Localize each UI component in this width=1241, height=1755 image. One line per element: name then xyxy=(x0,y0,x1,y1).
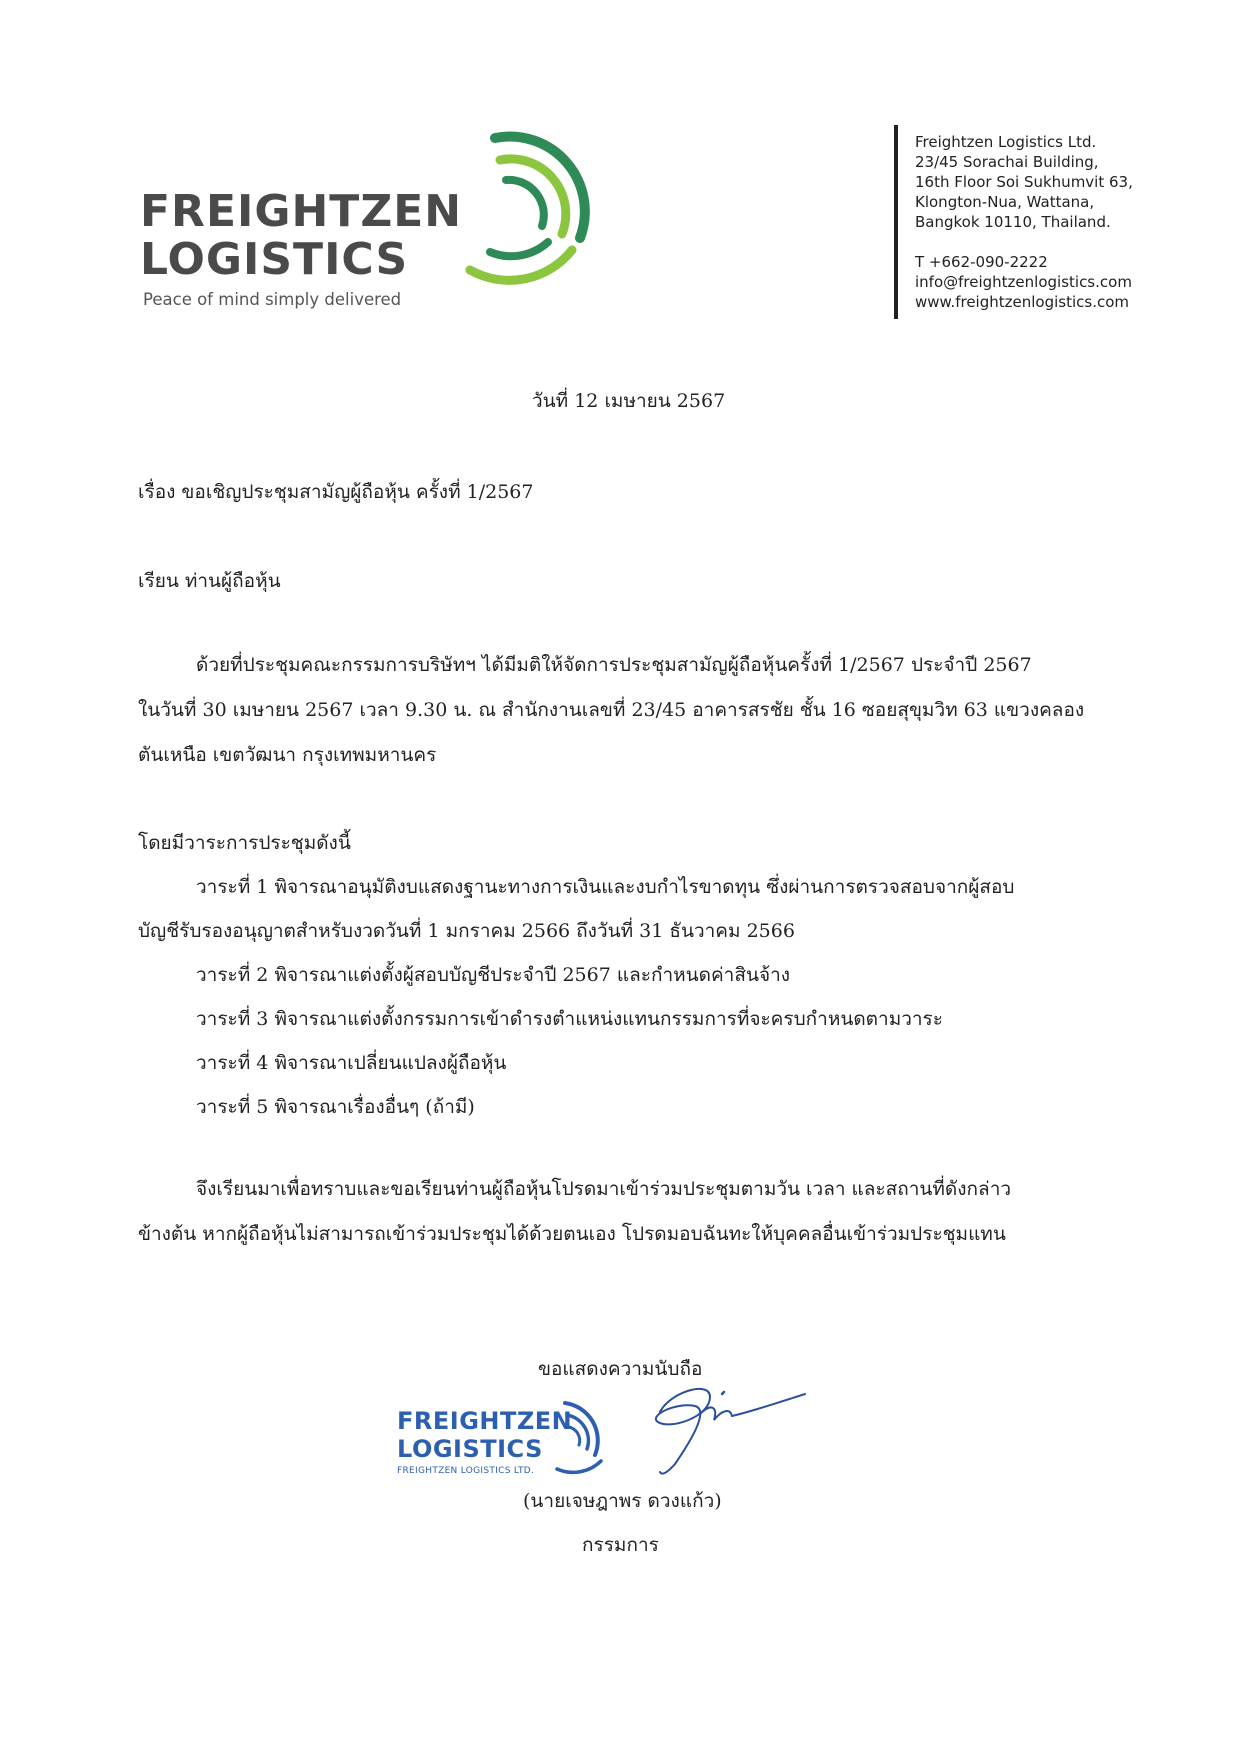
agenda-item: บัญชีรับรองอนุญาตสำหรับงวดวันที่ 1 มกราคม 2566 ถึงวันที่ 31 ธันวาคม 2566 xyxy=(138,920,795,942)
company-contacts xyxy=(915,252,1132,312)
paragraph-line: ข้างต้น หากผู้ถือหุ้นไม่สามารถเข้าร่วมประชุมได้ด้วยตนเอง โปรดมอบฉันทะให้บุคคลอื่นเข้าร่วมประชุมแทน xyxy=(138,1223,1006,1245)
agenda-item: วาระที่ 4 พิจารณาเปลี่ยนแปลงผู้ถือหุ้น xyxy=(196,1052,507,1074)
letterhead-divider xyxy=(894,125,898,319)
agenda-item: วาระที่ 1 พิจารณาอนุมัติงบแสดงฐานะทางการเงินและงบกำไรขาดทุน ซึ่งผ่านการตรวจสอบจากผู้สอบ xyxy=(196,876,1015,898)
address-line: Bangkok 10110, Thailand. xyxy=(915,213,1111,231)
address-line: Freightzen Logistics Ltd. xyxy=(915,133,1097,151)
stamp-arcs-icon xyxy=(555,1395,625,1475)
address-line: 16th Floor Soi Sukhumvit 63, xyxy=(915,173,1133,191)
paragraph-line: ด้วยที่ประชุมคณะกรรมการบริษัทฯ ได้มีมติให้จัดการประชุมสามัญผู้ถือหุ้นครั้งที่ 1/2567 ประจำปี 2567 xyxy=(196,654,1032,676)
signature-icon xyxy=(640,1372,810,1482)
letter-subject: เรื่อง ขอเชิญประชุมสามัญผู้ถือหุ้น ครั้งที่ 1/2567 xyxy=(138,481,534,503)
logo-arcs-icon xyxy=(440,128,600,288)
agenda-item: วาระที่ 3 พิจารณาแต่งตั้งกรรมการเข้าดำรงตำแหน่งแทนกรรมการที่จะครบกำหนดตามวาระ xyxy=(196,1008,943,1030)
website-link[interactable]: www.freightzenlogistics.com xyxy=(915,293,1129,311)
phone-number: T +662-090-2222 xyxy=(915,253,1048,271)
letter-salutation: เรียน ท่านผู้ถือหุ้น xyxy=(138,570,281,592)
stamp-text-line1: FREIGHTZEN xyxy=(397,1407,573,1435)
address-line: Klongton-Nua, Wattana, xyxy=(915,193,1095,211)
company-address xyxy=(915,132,1133,232)
logo-text-line1: FREIGHTZEN xyxy=(140,186,463,237)
company-stamp xyxy=(395,1395,625,1485)
agenda-item: วาระที่ 5 พิจารณาเรื่องอื่นๆ (ถ้ามี) xyxy=(196,1096,475,1118)
letter-date: วันที่ 12 เมษายน 2567 xyxy=(532,390,726,412)
letter-closing: ขอแสดงความนับถือ xyxy=(538,1358,703,1380)
stamp-text-line2: LOGISTICS xyxy=(397,1435,543,1463)
logo-text-line2: LOGISTICS xyxy=(140,234,409,285)
paragraph-line: ในวันที่ 30 เมษายน 2567 เวลา 9.30 น. ณ สำนักงานเลขที่ 23/45 อาคารสรชัย ชั้น 16 ซอยสุขุมวิท 63 แขวงคลอง xyxy=(138,699,1085,721)
agenda-intro: โดยมีวาระการประชุมดังนี้ xyxy=(138,832,351,854)
agenda-item: วาระที่ 2 พิจารณาแต่งตั้งผู้สอบบัญชีประจำปี 2567 และกำหนดค่าสินจ้าง xyxy=(196,964,791,986)
signer-name: (นายเจษฎาพร ดวงแก้ว) xyxy=(523,1490,722,1512)
address-line: 23/45 Sorachai Building, xyxy=(915,153,1099,171)
stamp-text-line3: FREIGHTZEN LOGISTICS LTD. xyxy=(397,1466,535,1476)
paragraph-line: ตันเหนือ เขตวัฒนา กรุงเทพมหานคร xyxy=(138,744,437,766)
logo-tagline: Peace of mind simply delivered xyxy=(143,290,402,309)
paragraph-line: จึงเรียนมาเพื่อทราบและขอเรียนท่านผู้ถือหุ้นโปรดมาเข้าร่วมประชุมตามวัน เวลา และสถานที่ดังกล่าว xyxy=(196,1178,1012,1200)
company-logo xyxy=(140,128,600,318)
email-link[interactable]: info@freightzenlogistics.com xyxy=(915,273,1132,291)
signer-title: กรรมการ xyxy=(582,1534,659,1556)
